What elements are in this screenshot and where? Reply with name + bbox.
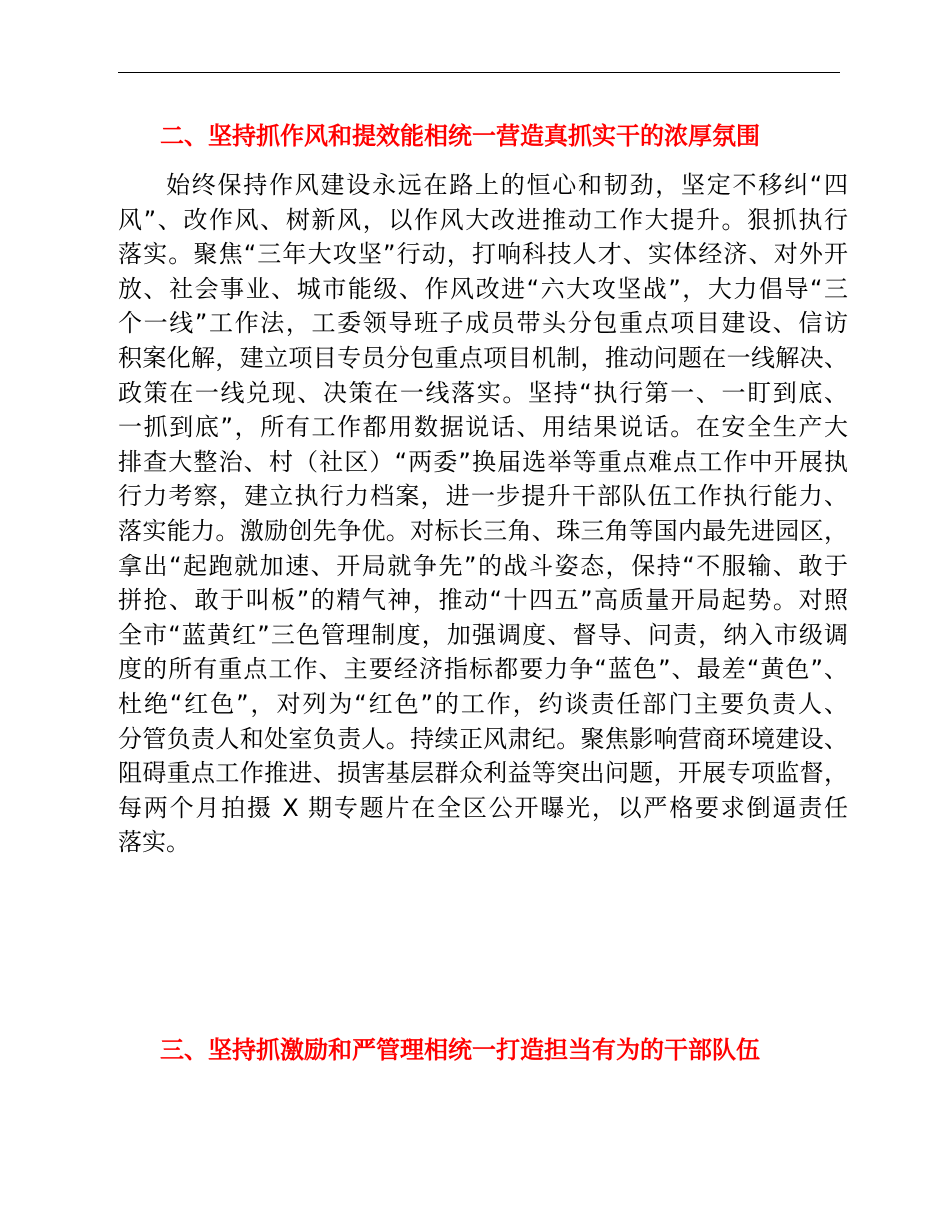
paragraph-line: 度的所有重点工作、主要经济指标都要力争“蓝色”、最差“黄色”、: [118, 655, 848, 684]
paragraph-line: 每两个月拍摄 X 期专题片在全区公开曝光，以严格要求倒逼责任: [118, 793, 848, 822]
paragraph-line: 放、社会事业、城市能级、作风改进“六大攻坚战”，大力倡导“三: [118, 274, 848, 303]
paragraph-line: 拿出“起跑就加速、开局就争先”的战斗姿态，保持“不服输、敢于: [118, 551, 848, 580]
header-rule: [118, 72, 840, 73]
paragraph-line: 政策在一线兑现、决策在一线落实。坚持“执行第一、一盯到底、: [118, 378, 848, 407]
paragraph-line: 排查大整治、村（社区）“两委”换届选举等重点难点工作中开展执: [118, 447, 848, 476]
paragraph-line: 拼抢、敢于叫板”的精气神，推动“十四五”高质量开局起势。对照: [118, 586, 848, 615]
paragraph-line: 分管负责人和处室负责人。持续正风肃纪。聚焦影响营商环境建设、: [118, 724, 848, 753]
paragraph-line: 始终保持作风建设永远在路上的恒心和韧劲，坚定不移纠“四: [166, 171, 848, 199]
paragraph-line: 阻碍重点工作推进、损害基层群众利益等突出问题，开展专项监督，: [118, 759, 848, 788]
paragraph-line: 积案化解，建立项目专员分包重点项目机制，推动问题在一线解决、: [118, 343, 848, 372]
paragraph-line: 落实能力。激励创先争优。对标长三角、珠三角等国内最先进园区，: [118, 516, 848, 545]
paragraph-line: 个一线”工作法，工委领导班子成员带头分包重点项目建设、信访: [118, 309, 848, 338]
section-two-heading: 二、坚持抓作风和提效能相统一营造真抓实干的浓厚氛围: [160, 122, 760, 150]
paragraph-line: 落实。: [118, 828, 190, 857]
paragraph-line: 行力考察，建立执行力档案，进一步提升干部队伍工作执行能力、: [118, 482, 848, 511]
paragraph-line: 一抓到底”，所有工作都用数据说话、用结果说话。在安全生产大: [118, 413, 848, 442]
body-paragraph: [118, 168, 848, 860]
paragraph-line: 落实。聚焦“三年大攻坚”行动，打响科技人才、实体经济、对外开: [118, 240, 848, 269]
section-three-heading: 三、坚持抓激励和严管理相统一打造担当有为的干部队伍: [160, 1036, 760, 1064]
paragraph-line: 杜绝“红色”，对列为“红色”的工作，约谈责任部门主要负责人、: [118, 689, 848, 718]
paragraph-line: 风”、改作风、树新风，以作风大改进推动工作大提升。狠抓执行: [118, 205, 848, 234]
paragraph-line: 全市“蓝黄红”三色管理制度，加强调度、督导、问责，纳入市级调: [118, 620, 848, 649]
